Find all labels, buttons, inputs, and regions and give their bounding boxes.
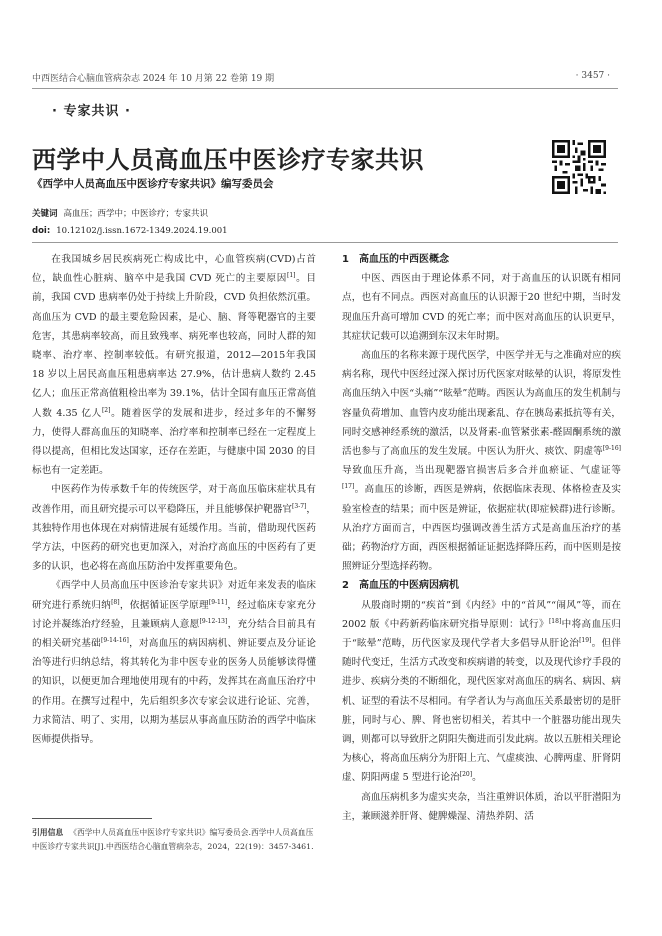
body-paragraph: 在我国城乡居民疾病死亡构成比中，心血管疾病(CVD)占首位，缺血性心脏病、脑卒中是我国 CVD 死亡的主要原因[1]。目前，我国 CVD 患病率仍处于持续上升阶段，CVD 负担依然沉重。高血压为 CVD 的最主要危险因素，是心、脑、肾等靶器官的主要危害，其患病率较高，而且致残率、病死率也较高，同时人群的知晓率、治疗率、控制率较低。有研究报道，2012—2015年我国 18 岁以上居民高血压粗患病率达 27.9%，估计患病人数约 2.45 亿人；血压正常高值粗检出率为 39.1%，估计全国有血压正常高值人数 4.35 亿人[2]。随着医学的发展和进步，经过多年的不懈努力，使得人群高血压的知晓率、治疗率和控制率已经在一定程度上得以提高，但相比发达国家，还存在差距，与健康中国 2030 的目标也有一定差距。 [32, 254, 317, 477]
keywords-label: 关键词 [32, 209, 58, 219]
right-column [342, 250, 621, 826]
abstract-rule [32, 242, 618, 243]
citation-text: 《西学中人员高血压中医诊疗专家共识》编写委员会.西学中人员高血压中医诊疗专家共识[J].中西医结合心脑血管病杂志，2024，22(19)：3457-3461. [32, 828, 314, 851]
reference-citation[interactable]: [20] [459, 771, 473, 779]
keywords [32, 207, 208, 219]
reference-citation[interactable]: [9-16] [602, 444, 621, 452]
section-heading: 2 高血压的中医病因病机 [342, 580, 459, 592]
body-paragraph: 中医、西医由于理论体系不同，对于高血压的认识既有相同点，也有不同点。西医对高血压的认识源于20 世纪中期，当时发现血压升高可增加 CVD 的死亡率；而中医对高血压的认识更早，其症状记载可以追溯到东汉末年时期。 [342, 273, 621, 342]
reference-citation[interactable]: [9-14-16] [100, 636, 129, 644]
reference-citation[interactable]: [2] [101, 406, 111, 414]
reference-citation[interactable]: [3-7] [292, 502, 307, 510]
section-heading: 1 高血压的中西医概念 [342, 254, 449, 265]
reference-citation[interactable]: [18] [548, 617, 562, 625]
doi-line [32, 226, 228, 236]
reference-citation[interactable]: [9-12-13] [199, 617, 228, 625]
doi-label: doi: [32, 226, 51, 236]
header-rule [32, 88, 618, 89]
body-paragraph: 中医药作为传承数千年的传统医学，对于高血压临床症状具有改善作用，而且研究提示可以平稳降压，并且能够保护靶器官[3-7]，其独特作用也体现在对病情进展有延缓作用。当前，借助现代医药学方法，中医药的研究也更加深入，对治疗高血压的中医药有了更多的认识，也必将在高血压防治中发挥重要角色。 [32, 484, 317, 573]
reference-citation[interactable]: [17] [342, 483, 355, 491]
running-header-left: 中西医结合心脑血管病杂志 2024 年 10 月第 22 卷第 19 期 [32, 74, 275, 84]
left-column [32, 250, 316, 749]
keywords-value: 高血压；西学中；中医诊疗；专家共识 [63, 209, 209, 219]
reference-citation[interactable]: [8] [111, 598, 120, 606]
doi-value[interactable]: 10.12102/j.issn.1672-1349.2024.19.001 [56, 226, 228, 236]
reference-citation[interactable]: [19] [579, 636, 592, 644]
body-paragraph: 高血压的名称来源于现代医学，中医学并无与之准确对应的疾病名称，现代中医经过深入探讨历代医家对眩晕的认识，将原发性高血压纳入中医“头痛”“眩晕”范畴。西医认为高血压的发生机制与容量负荷增加、血管内皮功能出现紊乱、存在胰岛素抵抗等有关，同时交感神经系统的激活，以及肾素-血管紧张素-醛固酮系统的激活也参与了高血压的发生发展。中医认为肝火、痰饮、阴虚等[9-16]导致血压升高，当出现靶器官损害后多合并血瘀证、气虚证等[17]。高血压的诊断，西医是辨病，依据临床表现、体格检查及实验室检查的结果；而中医是辨证，依据症状(即症候群)进行诊断。从治疗方面而言，中西医均强调改善生活方式是高血压治疗的基础；药物治疗方面，西医根据循证证据选择降压药，而中医则是按照辨证分型选择药物。 [342, 350, 621, 573]
reference-citation[interactable]: [1] [287, 272, 296, 280]
body-paragraph: 高血压病机多为虚实夹杂，当注重辨识体质，治以平肝潜阳为主，兼顾滋养肝肾、健脾燥湿、清热养阴、活 [342, 791, 621, 822]
body-paragraph: 《西学中人员高血压中医诊治专家共识》对近年来发表的临床研究进行系统归纳[8]，依据循证医学原理[9-11]，经过临床专家充分讨论并凝练治疗经验，且兼顾病人意愿[9-12-13]，充分结合目前具有的相关研究基础[9-14-16]，对高血压的病因病机、辨证要点及分证论治等进行归纳总结，将其转化为非中医专业的医务人员能够读得懂的知识，以便更加合理地使用现有的中药，发挥其在高血压治疗中的作用。在撰写过程中，先后组织多次专家会议进行论证、完善，力求简洁、明了、实用，以期为基层从事高血压防治的西学中临床医师提供指导。 [32, 580, 317, 746]
reference-citation[interactable]: [9-11] [208, 598, 228, 606]
article-title: 西学中人员高血压中医诊疗专家共识 [32, 146, 424, 174]
section-label: · 专家共识 · [52, 104, 131, 119]
citation-info [32, 826, 318, 853]
qr-code-icon [552, 140, 606, 194]
author-line: 《西学中人员高血压中医诊疗专家共识》编写委员会 [32, 178, 274, 190]
footnote-rule [32, 818, 152, 819]
running-header-page-number: · 3457 · [575, 71, 610, 81]
citation-label: 引用信息 [32, 828, 64, 837]
body-paragraph: 从殷商时期的“疾首”到《内经》中的“首风”“闹风”等，而在 2002 版《中药新药临床研究指导原则：试行》[18]中将高血压归于“眩晕”范畴，历代医家及现代学者大多倡导从肝论治[19]。但伴随时代变迁，生活方式改变和疾病谱的转变，以及现代诊疗手段的进步、疾病分类的不断细化，现代医家对高血压的病名、病因、病机、证型的看法不尽相同。有学者认为与高血压关系最密切的是肝脏，同时与心、脾、肾也密切相关，若其中一个脏器功能出现失调，则都可以导致肝之阴阳失衡进而引发此病。故以五脏相关理论为核心，将高血压病分为肝阳上亢、气虚痰浊、心脾两虚、肝肾阴虚、阴阳两虚 5 型进行论治[20]。 [342, 599, 622, 784]
